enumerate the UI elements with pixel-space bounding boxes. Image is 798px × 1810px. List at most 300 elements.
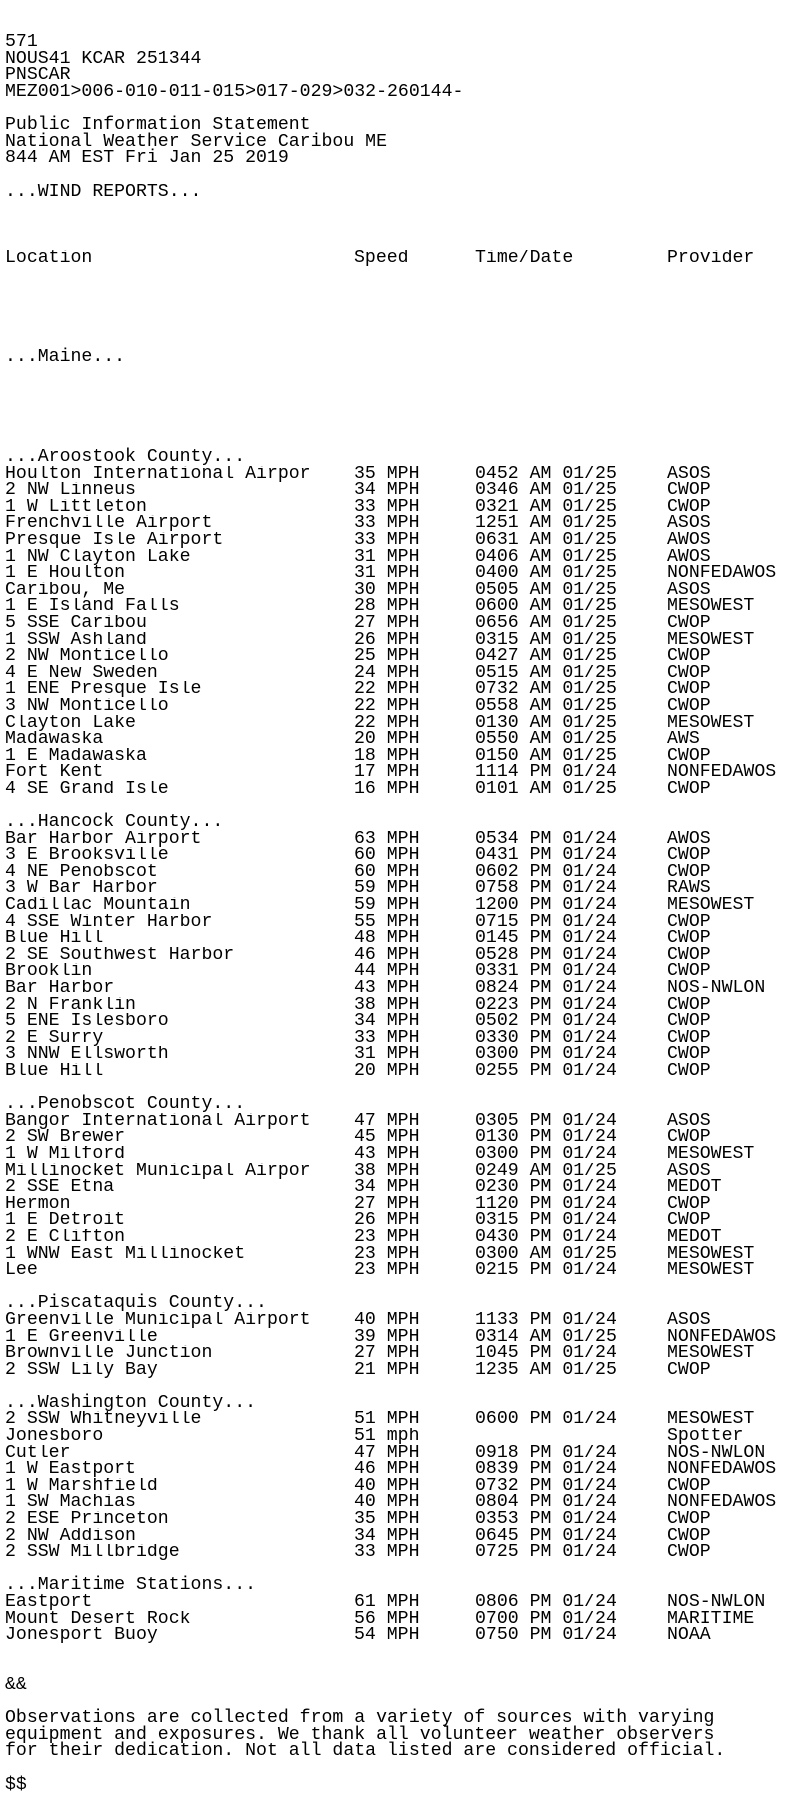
cell-provider: MESOWEST bbox=[667, 714, 755, 732]
cell-provider: CWOP bbox=[667, 1063, 711, 1080]
cell-time-date: 0430 PM 01/24 bbox=[475, 1228, 617, 1246]
table-row bbox=[5, 1528, 798, 1545]
cell-location: Bangor International Airport bbox=[5, 1112, 311, 1130]
table-row bbox=[5, 764, 798, 781]
cell-provider: CWOP bbox=[667, 1361, 711, 1379]
cell-time-date: 0223 PM 01/24 bbox=[475, 996, 617, 1014]
county-heading: ...Piscataquis County... bbox=[5, 1293, 267, 1314]
column-header-time-date: Time/Date bbox=[475, 249, 574, 267]
cell-speed: 47 MPH bbox=[354, 1112, 420, 1130]
cell-provider: MESOWEST bbox=[667, 1145, 755, 1163]
table-row bbox=[5, 1445, 798, 1462]
cell-provider: CWOP bbox=[667, 996, 711, 1014]
cell-time-date: 0400 AM 01/25 bbox=[475, 565, 617, 582]
cell-location: 2 ESE Princeton bbox=[5, 1511, 169, 1528]
cell-location: 2 N Franklin bbox=[5, 996, 136, 1014]
cell-location: Presque Isle Airport bbox=[5, 532, 224, 549]
cell-time-date: 0427 AM 01/25 bbox=[475, 648, 617, 665]
table-row bbox=[5, 748, 798, 765]
cell-time-date: 0255 PM 01/24 bbox=[475, 1063, 617, 1080]
header-line: NOUS41 KCAR 251344 bbox=[5, 48, 202, 69]
cell-speed: 26 MPH bbox=[354, 631, 420, 649]
cell-time-date: 0806 PM 01/24 bbox=[475, 1594, 617, 1611]
cell-time-date: 1120 PM 01/24 bbox=[475, 1195, 617, 1213]
cell-provider: NONFEDAWOS bbox=[667, 1461, 777, 1478]
table-row bbox=[5, 582, 798, 599]
table-row bbox=[5, 947, 798, 964]
cell-speed: 16 MPH bbox=[354, 780, 420, 798]
cell-provider: NONFEDAWOS bbox=[667, 764, 777, 781]
table-row bbox=[5, 1494, 798, 1511]
cell-provider: NOS-NWLON bbox=[667, 1444, 766, 1462]
cell-location: 1 E Detroit bbox=[5, 1212, 126, 1229]
cell-provider: CWOP bbox=[667, 1195, 711, 1213]
table-row bbox=[5, 549, 798, 566]
cell-time-date: 0758 PM 01/24 bbox=[475, 880, 617, 898]
cell-speed: 18 MPH bbox=[354, 747, 420, 765]
state-heading: ...Maine... bbox=[5, 347, 126, 368]
cell-time-date: 0602 PM 01/24 bbox=[475, 863, 617, 881]
cell-time-date: 0824 PM 01/24 bbox=[475, 980, 617, 997]
cell-provider: NONFEDAWOS bbox=[667, 565, 777, 582]
counties-block bbox=[5, 449, 798, 1644]
cell-speed: 60 MPH bbox=[354, 847, 420, 864]
cell-speed: 30 MPH bbox=[354, 581, 420, 599]
cell-speed: 60 MPH bbox=[354, 863, 420, 881]
cell-location: Eastport bbox=[5, 1594, 93, 1611]
cell-location: 2 SSW Lily Bay bbox=[5, 1361, 158, 1379]
cell-speed: 55 MPH bbox=[354, 913, 420, 931]
cell-provider: NONFEDAWOS bbox=[667, 1494, 777, 1512]
footer-line: equipment and exposures. We thank all volunteer weather observers bbox=[5, 1724, 715, 1745]
cell-location: 2 SE Southwest Harbor bbox=[5, 946, 235, 964]
column-header-speed: Speed bbox=[354, 249, 409, 267]
blank-line bbox=[5, 399, 798, 416]
cell-speed: 20 MPH bbox=[354, 1063, 420, 1080]
table-row bbox=[5, 1428, 798, 1445]
cell-time-date: 0330 PM 01/24 bbox=[475, 1029, 617, 1047]
cell-time-date: 0600 PM 01/24 bbox=[475, 1411, 617, 1429]
cell-provider: ASOS bbox=[667, 1311, 711, 1329]
cell-time-date: 0300 PM 01/24 bbox=[475, 1145, 617, 1163]
cell-provider: CWOP bbox=[667, 664, 711, 682]
cell-location: 2 NW Monticello bbox=[5, 648, 169, 665]
cell-time-date: 0505 AM 01/25 bbox=[475, 581, 617, 599]
cell-provider: NOAA bbox=[667, 1627, 711, 1644]
cell-time-date: 0230 PM 01/24 bbox=[475, 1179, 617, 1196]
cell-location: 3 NNW Ellsworth bbox=[5, 1046, 169, 1063]
cell-time-date: 1200 PM 01/24 bbox=[475, 897, 617, 914]
cell-provider: CWOP bbox=[667, 1013, 711, 1030]
cell-provider: CWOP bbox=[667, 482, 711, 499]
cell-speed: 43 MPH bbox=[354, 1145, 420, 1163]
cell-speed: 24 MPH bbox=[354, 664, 420, 682]
blank-line bbox=[5, 200, 798, 217]
cell-speed: 43 MPH bbox=[354, 980, 420, 997]
cell-location: 4 E New Sweden bbox=[5, 664, 158, 682]
table-row bbox=[5, 847, 798, 864]
cell-speed: 45 MPH bbox=[354, 1129, 420, 1146]
cell-provider: NONFEDAWOS bbox=[667, 1328, 777, 1346]
cell-time-date: 0353 PM 01/24 bbox=[475, 1511, 617, 1528]
header-line: ...WIND REPORTS... bbox=[5, 181, 202, 202]
cell-time-date: 0150 AM 01/25 bbox=[475, 747, 617, 765]
header-block bbox=[5, 34, 798, 217]
table-row bbox=[5, 1063, 798, 1080]
cell-location: 1 W Littleton bbox=[5, 498, 147, 516]
cell-location: 1 E Madawaska bbox=[5, 747, 147, 765]
cell-speed: 54 MPH bbox=[354, 1627, 420, 1644]
county-heading: ...Maritime Stations... bbox=[5, 1575, 257, 1596]
cell-provider: CWOP bbox=[667, 747, 711, 765]
cell-speed: 23 MPH bbox=[354, 1228, 420, 1246]
cell-location: 1 ENE Presque Isle bbox=[5, 681, 202, 698]
cell-speed: 51 mph bbox=[354, 1428, 420, 1445]
cell-location: Blue Hill bbox=[5, 930, 104, 947]
cell-location: Jonesport Buoy bbox=[5, 1627, 158, 1644]
cell-time-date: 0600 AM 01/25 bbox=[475, 598, 617, 615]
header-line: PNSCAR bbox=[5, 65, 71, 86]
cell-time-date: 0130 PM 01/24 bbox=[475, 1129, 617, 1146]
header-line: National Weather Service Caribou ME bbox=[5, 131, 387, 152]
cell-location: Cadillac Mountain bbox=[5, 897, 191, 914]
cell-time-date: 0145 PM 01/24 bbox=[475, 930, 617, 947]
cell-provider: MESOWEST bbox=[667, 1262, 755, 1279]
cell-speed: 17 MPH bbox=[354, 764, 420, 781]
cell-time-date: 0656 AM 01/25 bbox=[475, 614, 617, 632]
header-line: MEZ001>006-010-011-015>017-029>032-260144- bbox=[5, 81, 464, 102]
cell-location: Cutler bbox=[5, 1444, 71, 1462]
cell-location: 2 E Surry bbox=[5, 1029, 104, 1047]
cell-provider: CWOP bbox=[667, 1129, 711, 1146]
blank-line bbox=[5, 1760, 798, 1777]
cell-location: Bar Harbor Airport bbox=[5, 830, 202, 848]
cell-speed: 33 MPH bbox=[354, 498, 420, 516]
cell-time-date: 0101 AM 01/25 bbox=[475, 780, 617, 798]
cell-provider: CWOP bbox=[667, 847, 711, 864]
cell-time-date: 0249 AM 01/25 bbox=[475, 1162, 617, 1180]
cell-time-date: 0315 PM 01/24 bbox=[475, 1212, 617, 1229]
cell-location: 2 NW Addison bbox=[5, 1527, 136, 1545]
cell-time-date: 0130 AM 01/25 bbox=[475, 714, 617, 732]
cell-location: 1 SW Machias bbox=[5, 1494, 136, 1512]
cell-speed: 51 MPH bbox=[354, 1411, 420, 1429]
cell-location: Clayton Lake bbox=[5, 714, 136, 732]
cell-provider: CWOP bbox=[667, 1511, 711, 1528]
cell-speed: 27 MPH bbox=[354, 1345, 420, 1362]
column-header-provider: Provider bbox=[667, 249, 755, 267]
table-row bbox=[5, 1611, 798, 1628]
cell-provider: MESOWEST bbox=[667, 631, 755, 649]
cell-speed: 56 MPH bbox=[354, 1610, 420, 1628]
cell-time-date: 0314 AM 01/25 bbox=[475, 1328, 617, 1346]
cell-time-date: 0918 PM 01/24 bbox=[475, 1444, 617, 1462]
cell-location: Caribou, Me bbox=[5, 581, 126, 599]
cell-provider: CWOP bbox=[667, 1477, 711, 1495]
table-row bbox=[5, 1411, 798, 1428]
cell-speed: 34 MPH bbox=[354, 1013, 420, 1030]
cell-speed: 40 MPH bbox=[354, 1494, 420, 1512]
cell-time-date: 0645 PM 01/24 bbox=[475, 1527, 617, 1545]
cell-provider: MESOWEST bbox=[667, 897, 755, 914]
table-row bbox=[5, 980, 798, 997]
cell-location: Greenville Municipal Airport bbox=[5, 1311, 311, 1329]
cell-provider: NOS-NWLON bbox=[667, 980, 766, 997]
cell-location: 5 ENE Islesboro bbox=[5, 1013, 169, 1030]
cell-location: 1 WNW East Millinocket bbox=[5, 1245, 246, 1263]
cell-location: 1 SSW Ashland bbox=[5, 631, 147, 649]
table-row bbox=[5, 930, 798, 947]
cell-time-date: 0515 AM 01/25 bbox=[475, 664, 617, 682]
cell-speed: 31 MPH bbox=[354, 565, 420, 582]
cell-speed: 23 MPH bbox=[354, 1245, 420, 1263]
cell-location: Jonesboro bbox=[5, 1428, 104, 1445]
cell-location: Hermon bbox=[5, 1195, 71, 1213]
table-row bbox=[5, 914, 798, 931]
cell-location: 1 E Greenville bbox=[5, 1328, 158, 1346]
cell-time-date: 0528 PM 01/24 bbox=[475, 946, 617, 964]
cell-location: 4 NE Penobscot bbox=[5, 863, 158, 881]
cell-location: 3 W Bar Harbor bbox=[5, 880, 158, 898]
cell-time-date: 0431 PM 01/24 bbox=[475, 847, 617, 864]
cell-speed: 46 MPH bbox=[354, 1461, 420, 1478]
cell-provider: CWOP bbox=[667, 498, 711, 516]
table-row bbox=[5, 880, 798, 897]
cell-speed: 26 MPH bbox=[354, 1212, 420, 1229]
table-row bbox=[5, 565, 798, 582]
wind-report-document bbox=[0, 1, 798, 1810]
table-row bbox=[5, 1212, 798, 1229]
county-heading: ...Penobscot County... bbox=[5, 1094, 246, 1115]
cell-speed: 25 MPH bbox=[354, 648, 420, 665]
cell-provider: ASOS bbox=[667, 465, 711, 483]
cell-provider: MESOWEST bbox=[667, 1245, 755, 1263]
cell-speed: 34 MPH bbox=[354, 482, 420, 499]
cell-time-date: 0558 AM 01/25 bbox=[475, 697, 617, 715]
table-row bbox=[5, 963, 798, 980]
cell-speed: 28 MPH bbox=[354, 598, 420, 615]
cell-time-date: 0300 PM 01/24 bbox=[475, 1046, 617, 1063]
cell-speed: 59 MPH bbox=[354, 880, 420, 898]
cell-speed: 59 MPH bbox=[354, 897, 420, 914]
cell-provider: CWOP bbox=[667, 697, 711, 715]
table-row bbox=[5, 532, 798, 549]
cell-location: 1 NW Clayton Lake bbox=[5, 548, 191, 566]
cell-provider: Spotter bbox=[667, 1428, 744, 1445]
table-row bbox=[5, 632, 798, 649]
table-row bbox=[5, 997, 798, 1014]
table-row bbox=[5, 1013, 798, 1030]
cell-speed: 33 MPH bbox=[354, 1029, 420, 1047]
cell-provider: CWOP bbox=[667, 681, 711, 698]
cell-provider: ASOS bbox=[667, 581, 711, 599]
table-row bbox=[5, 897, 798, 914]
cell-time-date: 0804 PM 01/24 bbox=[475, 1494, 617, 1512]
table-row bbox=[5, 482, 798, 499]
cell-provider: CWOP bbox=[667, 913, 711, 931]
footer-line: && bbox=[5, 1674, 27, 1695]
cell-provider: CWOP bbox=[667, 780, 711, 798]
cell-speed: 35 MPH bbox=[354, 1511, 420, 1528]
cell-speed: 44 MPH bbox=[354, 963, 420, 981]
table-row bbox=[5, 598, 798, 615]
cell-location: Madawaska bbox=[5, 731, 104, 748]
cell-provider: CWOP bbox=[667, 963, 711, 981]
cell-time-date: 0315 AM 01/25 bbox=[475, 631, 617, 649]
table-row bbox=[5, 715, 798, 732]
cell-time-date: 0406 AM 01/25 bbox=[475, 548, 617, 566]
cell-location: 3 NW Monticello bbox=[5, 697, 169, 715]
county-heading: ...Washington County... bbox=[5, 1392, 257, 1413]
cell-time-date: 0305 PM 01/24 bbox=[475, 1112, 617, 1130]
table-row bbox=[5, 1163, 798, 1180]
header-line: 571 bbox=[5, 32, 38, 53]
cell-speed: 22 MPH bbox=[354, 714, 420, 732]
table-row bbox=[5, 499, 798, 516]
footer-line: Observations are collected from a variety of sources with varying bbox=[5, 1708, 715, 1729]
cell-speed: 34 MPH bbox=[354, 1179, 420, 1196]
cell-provider: CWOP bbox=[667, 946, 711, 964]
cell-location: 1 W Milford bbox=[5, 1145, 126, 1163]
cell-speed: 63 MPH bbox=[354, 830, 420, 848]
column-header-row bbox=[5, 250, 798, 267]
cell-location: Blue Hill bbox=[5, 1063, 104, 1080]
cell-provider: AWOS bbox=[667, 830, 711, 848]
cell-provider: CWOP bbox=[667, 930, 711, 947]
footer-line: $$ bbox=[5, 1774, 27, 1795]
footer-block bbox=[5, 1674, 798, 1795]
cell-location: 2 SSW Whitneyville bbox=[5, 1411, 202, 1429]
table-row bbox=[5, 1129, 798, 1146]
cell-speed: 39 MPH bbox=[354, 1328, 420, 1346]
table-row bbox=[5, 615, 798, 632]
cell-provider: AWOS bbox=[667, 532, 711, 549]
cell-speed: 35 MPH bbox=[354, 465, 420, 483]
footer-line: for their dedication. Not all data listed are considered official. bbox=[5, 1741, 726, 1762]
table-row bbox=[5, 1046, 798, 1063]
cell-time-date: 0502 PM 01/24 bbox=[475, 1013, 617, 1030]
cell-speed: 22 MPH bbox=[354, 681, 420, 698]
header-line: 844 AM EST Fri Jan 25 2019 bbox=[5, 148, 289, 169]
cell-location: Millinocket Municipal Airpor bbox=[5, 1162, 311, 1180]
cell-location: 1 E Houlton bbox=[5, 565, 126, 582]
cell-time-date: 0700 PM 01/24 bbox=[475, 1610, 617, 1628]
cell-provider: CWOP bbox=[667, 1029, 711, 1047]
table-row bbox=[5, 515, 798, 532]
cell-location: 3 E Brooksville bbox=[5, 847, 169, 864]
cell-time-date: 0715 PM 01/24 bbox=[475, 913, 617, 931]
cell-provider: CWOP bbox=[667, 1527, 711, 1545]
cell-time-date: 0321 AM 01/25 bbox=[475, 498, 617, 516]
cell-time-date: 1114 PM 01/24 bbox=[475, 764, 617, 781]
table-row bbox=[5, 1345, 798, 1362]
cell-location: 1 W Marshfield bbox=[5, 1477, 158, 1495]
cell-speed: 61 MPH bbox=[354, 1594, 420, 1611]
table-row bbox=[5, 1627, 798, 1644]
table-row bbox=[5, 1511, 798, 1528]
cell-location: 2 NW Linneus bbox=[5, 482, 136, 499]
cell-time-date: 1251 AM 01/25 bbox=[475, 515, 617, 532]
table-row bbox=[5, 1246, 798, 1263]
cell-time-date: 0732 PM 01/24 bbox=[475, 1477, 617, 1495]
cell-speed: 46 MPH bbox=[354, 946, 420, 964]
table-row bbox=[5, 665, 798, 682]
cell-provider: AWS bbox=[667, 731, 700, 748]
cell-provider: MESOWEST bbox=[667, 598, 755, 615]
cell-location: 5 SSE Caribou bbox=[5, 614, 147, 632]
header-line: Public Information Statement bbox=[5, 115, 311, 136]
cell-location: Fort Kent bbox=[5, 764, 104, 781]
table-row bbox=[5, 1179, 798, 1196]
table-row bbox=[5, 1196, 798, 1213]
cell-location: 1 E Island Falls bbox=[5, 598, 180, 615]
cell-speed: 48 MPH bbox=[354, 930, 420, 947]
table-row bbox=[5, 1594, 798, 1611]
cell-provider: CWOP bbox=[667, 863, 711, 881]
cell-speed: 22 MPH bbox=[354, 697, 420, 715]
cell-speed: 40 MPH bbox=[354, 1477, 420, 1495]
cell-speed: 31 MPH bbox=[354, 548, 420, 566]
cell-time-date: 0732 AM 01/25 bbox=[475, 681, 617, 698]
cell-provider: MESOWEST bbox=[667, 1345, 755, 1362]
table-row bbox=[5, 1362, 798, 1379]
cell-provider: CWOP bbox=[667, 1046, 711, 1063]
table-row bbox=[5, 1329, 798, 1346]
cell-provider: CWOP bbox=[667, 1544, 711, 1561]
cell-location: 4 SSE Winter Harbor bbox=[5, 913, 213, 931]
cell-location: 2 SSW Millbridge bbox=[5, 1544, 180, 1561]
cell-speed: 33 MPH bbox=[354, 1544, 420, 1561]
cell-provider: CWOP bbox=[667, 648, 711, 665]
cell-time-date: 0839 PM 01/24 bbox=[475, 1461, 617, 1478]
blank-line bbox=[5, 300, 798, 317]
cell-speed: 33 MPH bbox=[354, 515, 420, 532]
cell-location: Brownville Junction bbox=[5, 1345, 213, 1362]
cell-provider: MESOWEST bbox=[667, 1411, 755, 1429]
cell-time-date: 0534 PM 01/24 bbox=[475, 830, 617, 848]
cell-time-date: 1235 AM 01/25 bbox=[475, 1361, 617, 1379]
cell-time-date: 0550 AM 01/25 bbox=[475, 731, 617, 748]
cell-location: Frenchville Airport bbox=[5, 515, 213, 532]
table-row bbox=[5, 1229, 798, 1246]
cell-speed: 21 MPH bbox=[354, 1361, 420, 1379]
cell-time-date: 0631 AM 01/25 bbox=[475, 532, 617, 549]
cell-speed: 31 MPH bbox=[354, 1046, 420, 1063]
cell-time-date: 0331 PM 01/24 bbox=[475, 963, 617, 981]
cell-time-date: 1045 PM 01/24 bbox=[475, 1345, 617, 1362]
table-row bbox=[5, 1030, 798, 1047]
cell-provider: MEDOT bbox=[667, 1228, 722, 1246]
table-row bbox=[5, 1113, 798, 1130]
table-row bbox=[5, 698, 798, 715]
cell-time-date: 1133 PM 01/24 bbox=[475, 1311, 617, 1329]
table-row bbox=[5, 681, 798, 698]
table-row bbox=[5, 781, 798, 798]
county-heading: ...Aroostook County... bbox=[5, 447, 246, 468]
cell-provider: CWOP bbox=[667, 1212, 711, 1229]
cell-time-date: 0750 PM 01/24 bbox=[475, 1627, 617, 1644]
cell-provider: CWOP bbox=[667, 614, 711, 632]
cell-speed: 34 MPH bbox=[354, 1527, 420, 1545]
table-row bbox=[5, 731, 798, 748]
table-row bbox=[5, 1478, 798, 1495]
cell-speed: 33 MPH bbox=[354, 532, 420, 549]
cell-provider: MARITIME bbox=[667, 1610, 755, 1628]
cell-location: 2 SSE Etna bbox=[5, 1179, 115, 1196]
table-row bbox=[5, 1312, 798, 1329]
table-row bbox=[5, 831, 798, 848]
cell-provider: ASOS bbox=[667, 515, 711, 532]
